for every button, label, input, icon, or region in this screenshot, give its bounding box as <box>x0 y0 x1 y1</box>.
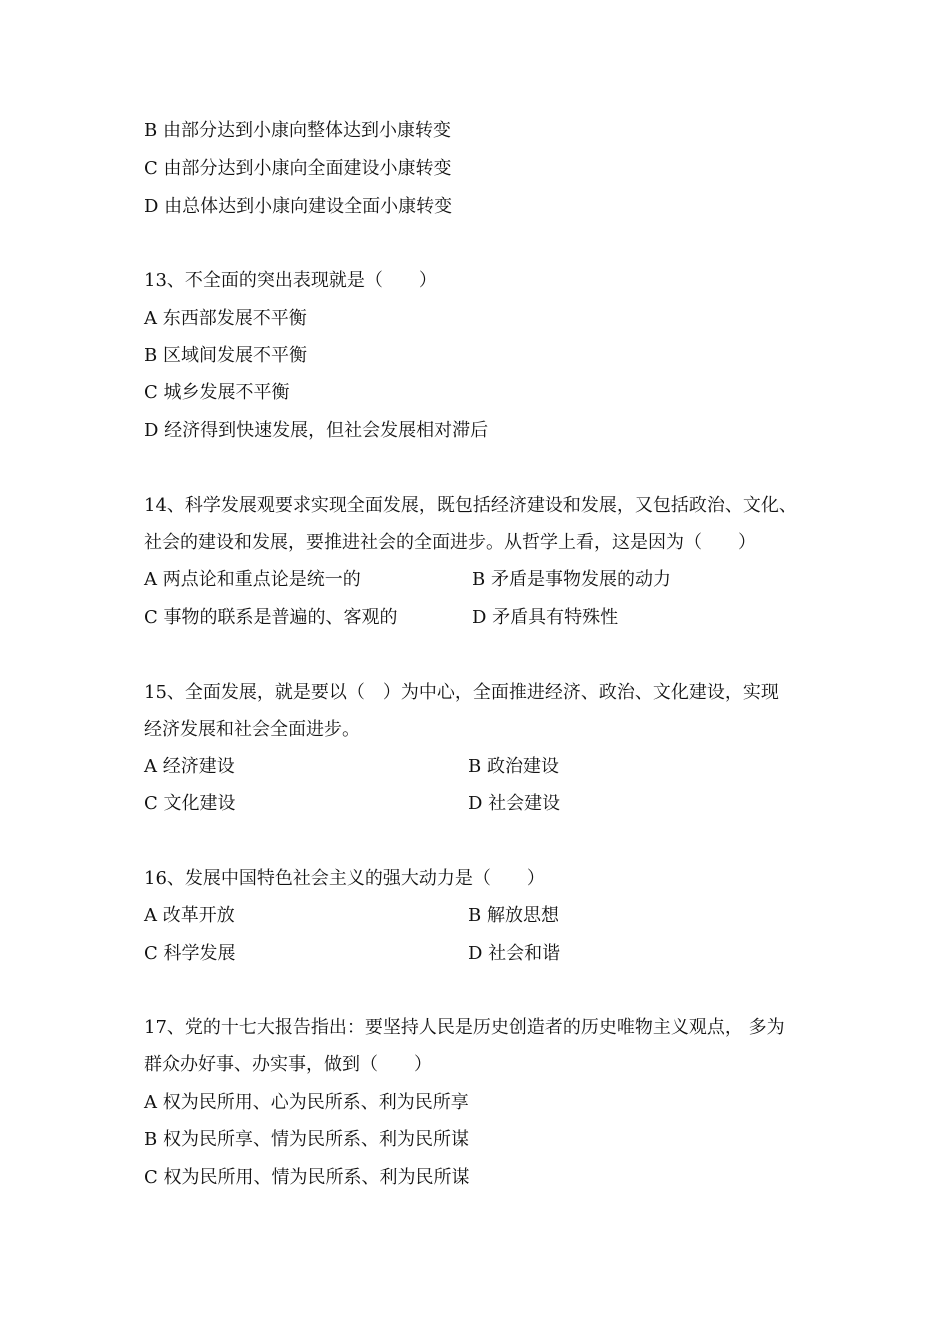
question-16-option-c: C 科学发展 <box>144 943 236 964</box>
option-d-prev: D 由总体达到小康向建设全面小康转变 <box>144 196 453 217</box>
question-15-option-a: A 经济建设 <box>144 756 235 777</box>
question-13-option-b: B 区域间发展不平衡 <box>144 345 307 366</box>
question-14-option-d: D 矛盾具有特殊性 <box>472 607 619 628</box>
question-15-option-c: C 文化建设 <box>144 793 236 814</box>
question-17-option-a: A 权为民所用、心为民所系、利为民所享 <box>144 1092 469 1113</box>
question-16-stem: 16、发展中国特色社会主义的强大动力是（ ） <box>144 868 545 889</box>
option-b-prev: B 由部分达到小康向整体达到小康转变 <box>144 120 451 141</box>
question-16-option-b: B 解放思想 <box>468 905 559 926</box>
question-15-stem-line2: 经济发展和社会全面进步。 <box>144 719 360 740</box>
question-13-stem: 13、不全面的突出表现就是（ ） <box>144 270 437 291</box>
question-15-option-b: B 政治建设 <box>468 756 559 777</box>
question-15-option-d: D 社会建设 <box>468 793 561 814</box>
question-14-option-c: C 事物的联系是普遍的、客观的 <box>144 607 398 628</box>
question-14-option-b: B 矛盾是事物发展的动力 <box>472 569 671 590</box>
question-14-stem-line1: 14、科学发展观要求实现全面发展，既包括经济建设和发展，又包括政治、文化、 <box>144 495 797 516</box>
question-14-option-a: A 两点论和重点论是统一的 <box>144 569 361 590</box>
question-13-option-d: D 经济得到快速发展，但社会发展相对滞后 <box>144 420 489 441</box>
question-13-option-a: A 东西部发展不平衡 <box>144 308 307 329</box>
question-17-stem-line2: 群众办好事、办实事，做到（ ） <box>144 1054 432 1075</box>
question-14-stem-line2: 社会的建设和发展，要推进社会的全面进步。从哲学上看，这是因为（ ） <box>144 532 756 553</box>
question-17-option-b: B 权为民所享、情为民所系、利为民所谋 <box>144 1129 469 1150</box>
option-c-prev: C 由部分达到小康向全面建设小康转变 <box>144 158 452 179</box>
question-16-option-a: A 改革开放 <box>144 905 235 926</box>
question-15-stem-line1: 15、全面发展，就是要以（ ）为中心，全面推进经济、政治、文化建设，实现 <box>144 682 779 703</box>
question-16-option-d: D 社会和谐 <box>468 943 561 964</box>
question-13-option-c: C 城乡发展不平衡 <box>144 382 290 403</box>
question-17-option-c: C 权为民所用、情为民所系、利为民所谋 <box>144 1167 470 1188</box>
question-17-stem-line1: 17、党的十七大报告指出：要坚持人民是历史创造者的历史唯物主义观点， 多为 <box>144 1017 785 1038</box>
